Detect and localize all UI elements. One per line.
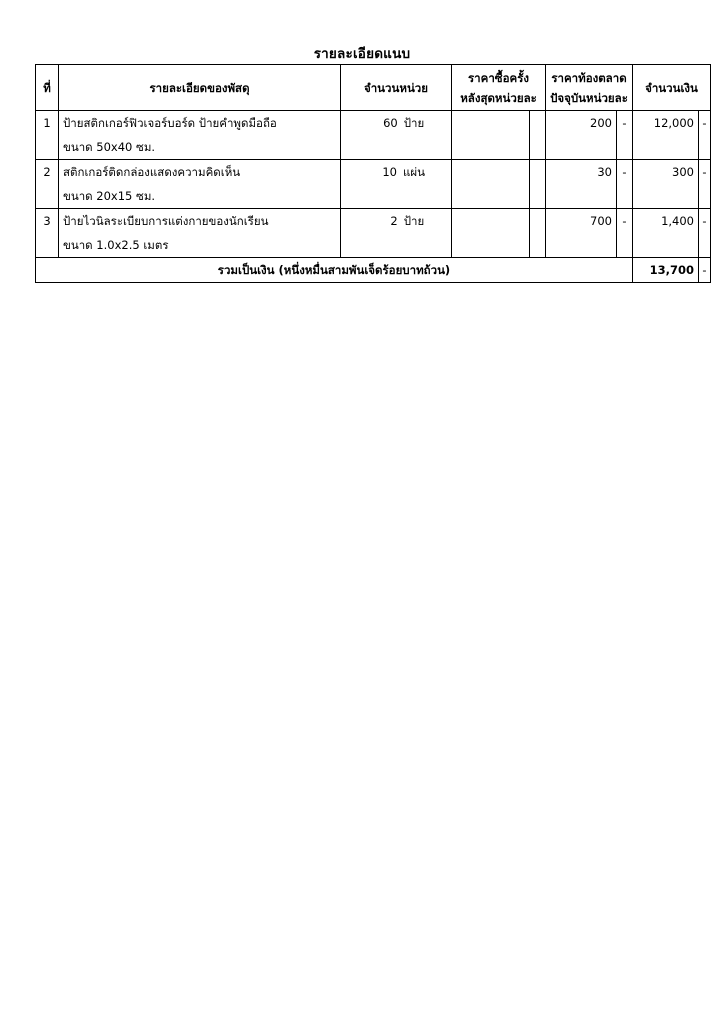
header-market-price-line2: ปัจจุบันหน่วยละ xyxy=(550,90,628,105)
row-amount: 300 xyxy=(633,160,699,209)
table-header-row xyxy=(36,65,711,111)
header-quantity: จำนวนหน่วย xyxy=(341,65,452,111)
header-last-price xyxy=(452,65,546,111)
header-market-price xyxy=(546,65,633,111)
page-title: รายละเอียดแนบ xyxy=(313,46,411,62)
row-last-price-dash xyxy=(530,160,546,209)
row-market-price-dash: - xyxy=(617,209,633,258)
row-description-line2: ขนาด 1.0x2.5 เมตร xyxy=(63,238,169,252)
row-unit: ป้าย xyxy=(403,214,425,228)
table-row xyxy=(36,111,711,160)
row-description xyxy=(59,111,341,160)
row-description-line1: ป้ายไวนิลระเบียบการแต่งกายของนักเรียน xyxy=(63,214,269,228)
row-amount: 1,400 xyxy=(633,209,699,258)
total-label: รวมเป็นเงิน (หนึ่งหมื่นสามพันเจ็ดร้อยบาทถ้วน) xyxy=(36,258,633,283)
header-market-price-line1: ราคาท้องตลาด xyxy=(551,70,627,85)
row-quantity xyxy=(341,160,452,209)
total-amount: 13,700 xyxy=(633,258,699,283)
row-amount-dash: - xyxy=(699,160,711,209)
details-table xyxy=(35,64,711,283)
header-last-price-line2: หลังสุดหน่วยละ xyxy=(460,90,537,105)
row-description-line1: สติกเกอร์ติดกล่องแสดงความคิดเห็น xyxy=(63,165,241,179)
row-market-price-dash: - xyxy=(617,160,633,209)
total-amount-dash: - xyxy=(699,258,711,283)
row-last-price-dash xyxy=(530,209,546,258)
row-market-price: 200 xyxy=(546,111,617,160)
header-amount: จำนวนเงิน xyxy=(633,65,711,111)
row-quantity-value: 60 xyxy=(383,116,398,130)
row-amount: 12,000 xyxy=(633,111,699,160)
row-quantity-value: 10 xyxy=(382,165,397,179)
row-last-price xyxy=(452,209,530,258)
row-no: 2 xyxy=(36,160,59,209)
header-description: รายละเอียดของพัสดุ xyxy=(59,65,341,111)
row-market-price-dash: - xyxy=(617,111,633,160)
row-description xyxy=(59,160,341,209)
row-market-price: 30 xyxy=(546,160,617,209)
row-amount-dash: - xyxy=(699,209,711,258)
row-description xyxy=(59,209,341,258)
header-last-price-line1: ราคาซื้อครั้ง xyxy=(468,70,529,85)
row-description-line2: ขนาด 50x40 ซม. xyxy=(63,140,156,154)
row-description-line2: ขนาด 20x15 ซม. xyxy=(63,189,156,203)
row-description-line1: ป้ายสติกเกอร์ฟิวเจอร์บอร์ด ป้ายคำพูดมือถือ xyxy=(63,116,277,130)
table-row xyxy=(36,160,711,209)
table-row xyxy=(36,209,711,258)
row-quantity xyxy=(341,209,452,258)
row-quantity xyxy=(341,111,452,160)
row-last-price xyxy=(452,111,530,160)
row-no: 1 xyxy=(36,111,59,160)
row-quantity-value: 2 xyxy=(390,214,398,228)
header-no: ที่ xyxy=(36,65,59,111)
row-last-price-dash xyxy=(530,111,546,160)
row-market-price: 700 xyxy=(546,209,617,258)
row-last-price xyxy=(452,160,530,209)
total-row xyxy=(36,258,711,283)
row-amount-dash: - xyxy=(699,111,711,160)
row-unit: แผ่น xyxy=(402,165,425,179)
row-unit: ป้าย xyxy=(403,116,425,130)
row-no: 3 xyxy=(36,209,59,258)
